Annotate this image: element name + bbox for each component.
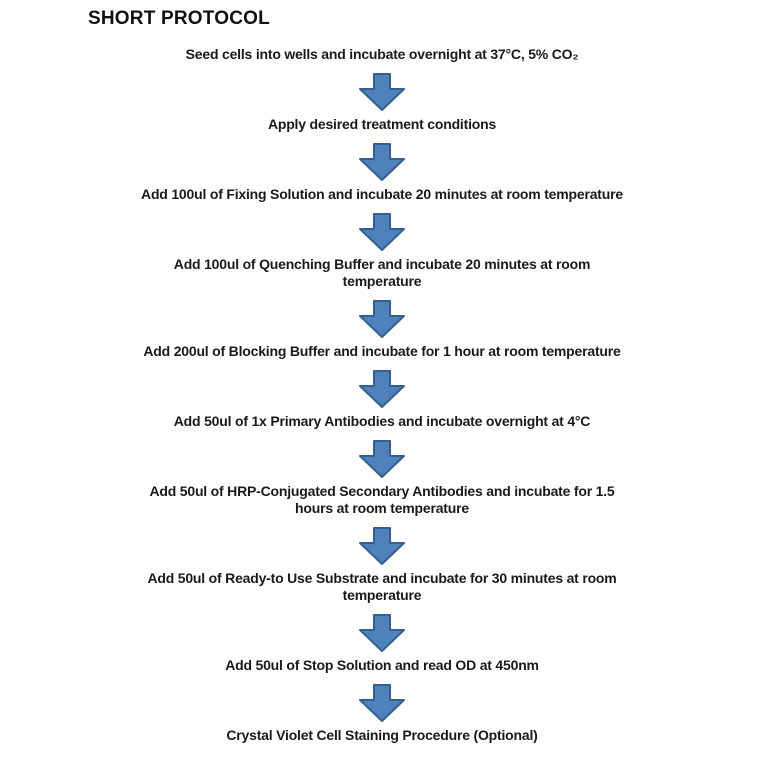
step-3-text: Add 100ul of Fixing Solution and incubate 20 minutes at room temperature	[141, 186, 623, 202]
step-5-text: Add 200ul of Blocking Buffer and incubate for 1 hour at room temperature	[143, 343, 621, 359]
down-arrow-shape	[360, 685, 404, 721]
down-arrow-icon	[359, 143, 405, 181]
step-7-text: Add 50ul of HRP-Conjugated Secondary Antibodies and incubate for 1.5 hours at room temperature	[149, 483, 615, 516]
step-10-text: Crystal Violet Cell Staining Procedure (Optional)	[226, 727, 538, 743]
step-4-text: Add 100ul of Quenching Buffer and incubate 20 minutes at room temperature	[173, 256, 591, 289]
down-arrow-icon	[359, 614, 405, 652]
down-arrow-shape	[360, 441, 404, 477]
down-arrow-icon	[359, 213, 405, 251]
down-arrow-icon	[359, 73, 405, 111]
down-arrow-icon	[359, 370, 405, 408]
down-arrow-shape	[360, 144, 404, 180]
step-6-text: Add 50ul of 1x Primary Antibodies and incubate overnight at 4°C	[173, 413, 591, 429]
down-arrow-icon	[359, 440, 405, 478]
step-9-text: Add 50ul of Stop Solution and read OD at 450nm	[225, 657, 539, 673]
down-arrow-icon	[359, 300, 405, 338]
step-2-text: Apply desired treatment conditions	[267, 116, 497, 132]
down-arrow-shape	[360, 371, 404, 407]
down-arrow-shape	[360, 301, 404, 337]
step-8-text: Add 50ul of Ready-to Use Substrate and incubate for 30 minutes at room temperature	[147, 570, 617, 603]
step-1-text: Seed cells into wells and incubate overnight at 37°C, 5% CO₂	[185, 46, 579, 62]
down-arrow-shape	[360, 74, 404, 110]
down-arrow-icon	[359, 527, 405, 565]
down-arrow-shape	[360, 615, 404, 651]
down-arrow-shape	[360, 528, 404, 564]
down-arrow-icon	[359, 684, 405, 722]
page-title: SHORT PROTOCOL	[88, 8, 270, 29]
down-arrow-shape	[360, 214, 404, 250]
